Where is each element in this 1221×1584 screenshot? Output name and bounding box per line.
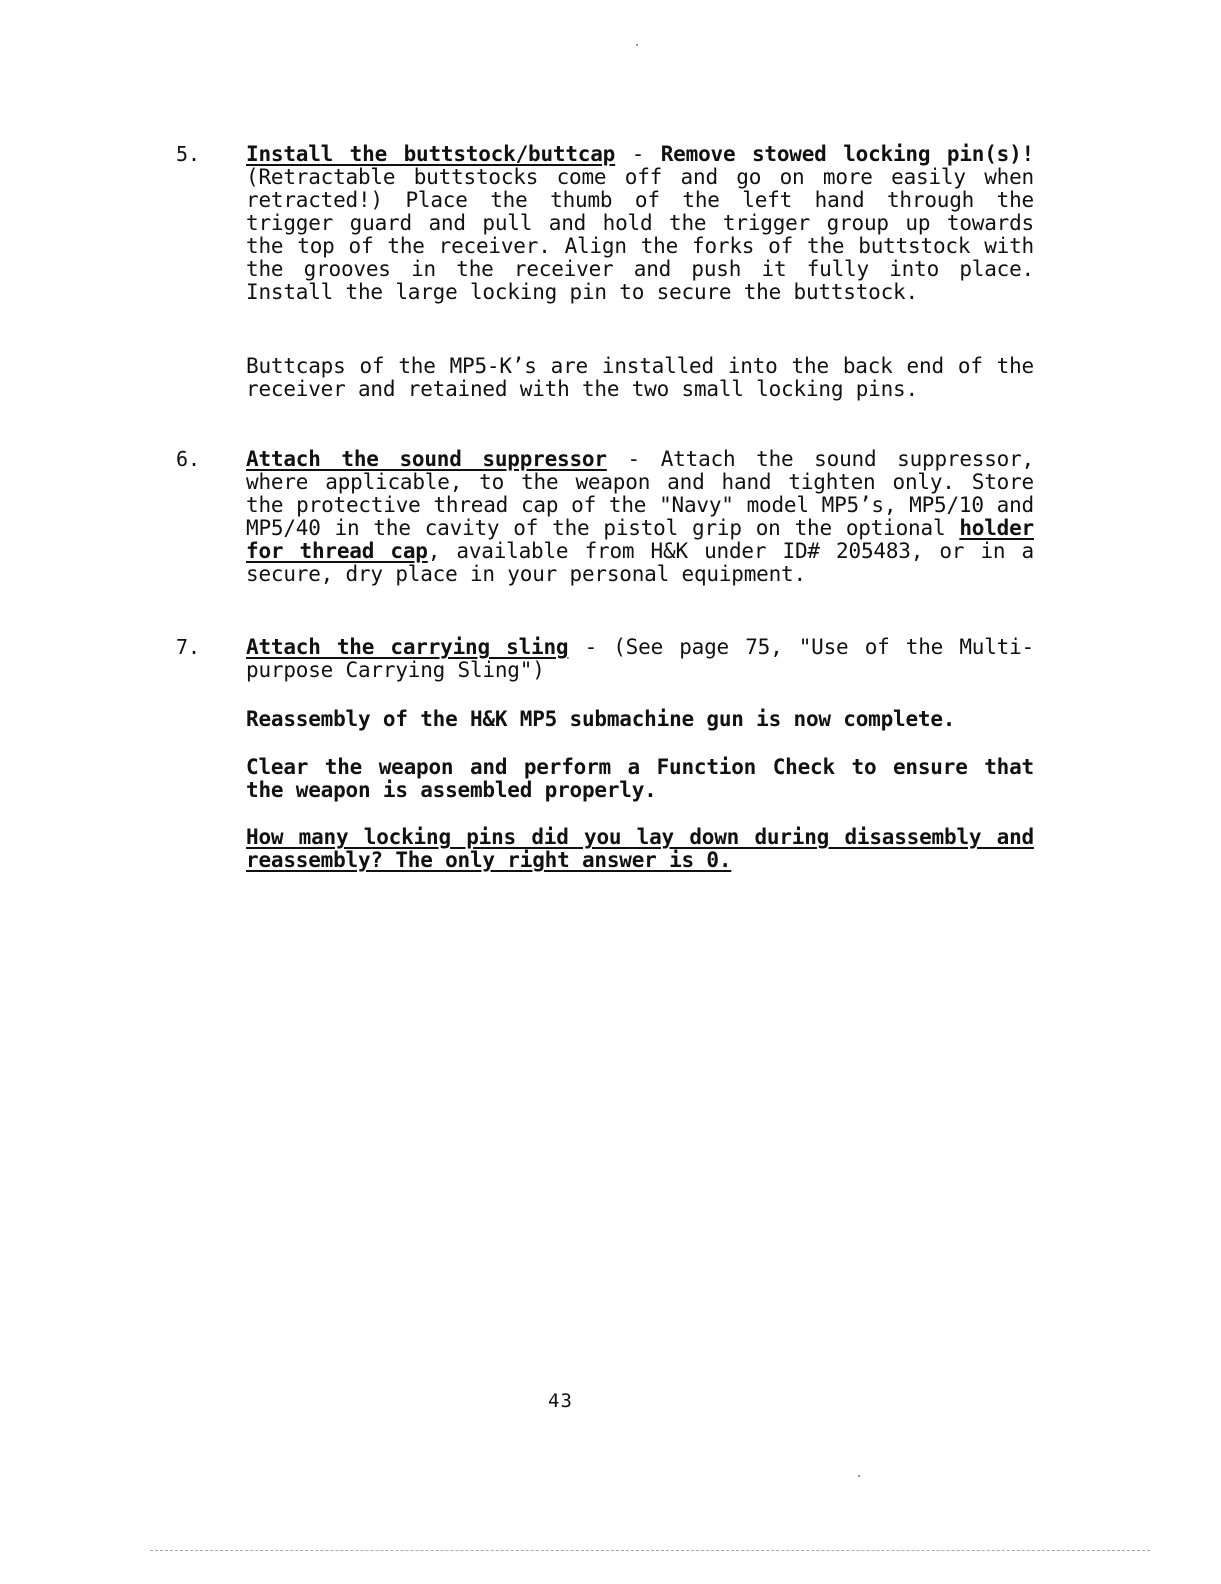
- scan-speck: [858, 1475, 860, 1477]
- reassembly-complete: Reassembly of the H&K MP5 submachine gun is now complete.: [246, 707, 956, 731]
- thread-cap-holder-ref: holder for thread cap: [246, 516, 1034, 563]
- step-number: 5.: [176, 142, 201, 166]
- locking-pins-question: How many locking pins did you lay down during disassembly and reassembly? The only right answer is 0.: [246, 825, 1034, 872]
- step-6-text: [246, 448, 1034, 586]
- step-heading: Attach the sound suppressor: [246, 447, 607, 471]
- heading-dash: -: [615, 142, 661, 166]
- step-7-text: [246, 636, 1034, 682]
- step-body: (Retractable buttstocks come off and go on more easily when retracted!) Place the thumb of the left hand through the trigger guard and pull and hold the trigger group up towards the top of the receiver. Align the forks of the buttstock with the grooves in the receiver and push it fully into place. Install the large locking pin to secure the buttstock.: [246, 165, 1034, 304]
- step-body: (See page 75, "Use of the Multi-purpose Carrying Sling"): [246, 635, 1034, 682]
- step-number: 6.: [176, 447, 201, 471]
- step-heading: Install the buttstock/buttcap: [246, 142, 616, 166]
- page-number: 43: [548, 1390, 573, 1412]
- step-number: 7.: [176, 635, 201, 659]
- scan-edge-line: [150, 1550, 1150, 1552]
- step-body: Attach the sound suppressor, where applicable, to the weapon and hand tighten only. Store the protective thread cap of the "Navy" model MP5’s, MP5/10 and MP5/40 in the cavity of the pistol grip on the optional: [246, 447, 1034, 540]
- warning-text: Remove stowed locking pin(s)!: [660, 142, 1034, 166]
- step-heading: Attach the carrying sling: [246, 635, 569, 659]
- heading-dash: -: [568, 635, 614, 659]
- step-5-text: [246, 143, 1034, 304]
- step-body-end: , available from H&K under ID# 205483, or in a secure, dry place in your personal equipment.: [246, 539, 1034, 586]
- heading-dash: -: [606, 447, 661, 471]
- scan-speck: [636, 44, 638, 46]
- function-check-note: Clear the weapon and perform a Function Check to ensure that the weapon is assembled properly.: [246, 755, 1034, 802]
- buttcap-note: Buttcaps of the MP5-K’s are installed into the back end of the receiver and retained with the two small locking pins.: [246, 354, 1034, 401]
